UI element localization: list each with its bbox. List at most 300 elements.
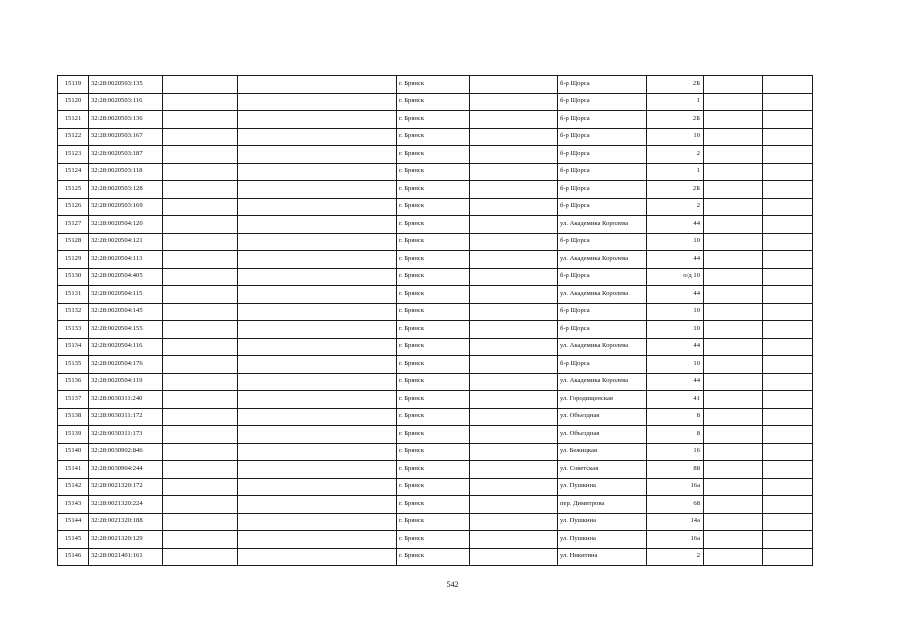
empty-cell — [704, 461, 763, 479]
city-cell: г. Брянск — [397, 111, 470, 129]
city-cell: г. Брянск — [397, 163, 470, 181]
city-cell: г. Брянск — [397, 286, 470, 304]
empty-cell — [763, 233, 813, 251]
cadastral-number-cell: 32:28:0030311:172 — [89, 408, 163, 426]
house-number-cell: 44 — [647, 373, 704, 391]
record-number-cell: 15127 — [58, 216, 89, 234]
empty-cell — [470, 93, 558, 111]
empty-cell — [163, 373, 238, 391]
empty-cell — [163, 461, 238, 479]
empty-cell — [238, 408, 397, 426]
table-row — [58, 338, 813, 356]
table-row — [58, 111, 813, 129]
empty-cell — [704, 496, 763, 514]
empty-cell — [470, 216, 558, 234]
table-row — [58, 128, 813, 146]
house-number-cell: 16а — [647, 478, 704, 496]
table-row — [58, 198, 813, 216]
city-cell: г. Брянск — [397, 198, 470, 216]
empty-cell — [163, 128, 238, 146]
street-cell: б-р Щорса — [558, 111, 647, 129]
empty-cell — [704, 181, 763, 199]
record-number-cell: 15140 — [58, 443, 89, 461]
house-number-cell: 10 — [647, 233, 704, 251]
table-row — [58, 181, 813, 199]
cadastral-number-cell: 32:28:0020504:121 — [89, 233, 163, 251]
table-row — [58, 391, 813, 409]
table-row — [58, 373, 813, 391]
street-cell: б-р Щорса — [558, 181, 647, 199]
empty-cell — [470, 478, 558, 496]
empty-cell — [238, 461, 397, 479]
street-cell: ул. Академика Королева — [558, 373, 647, 391]
table-row — [58, 303, 813, 321]
house-number-cell: 10 — [647, 356, 704, 374]
empty-cell — [704, 76, 763, 94]
empty-cell — [163, 146, 238, 164]
city-cell: г. Брянск — [397, 233, 470, 251]
record-number-cell: 15129 — [58, 251, 89, 269]
empty-cell — [238, 286, 397, 304]
cadastral-number-cell: 32:28:0030311:240 — [89, 391, 163, 409]
empty-cell — [763, 198, 813, 216]
empty-cell — [238, 443, 397, 461]
empty-cell — [238, 548, 397, 566]
empty-cell — [163, 478, 238, 496]
record-number-cell: 15137 — [58, 391, 89, 409]
empty-cell — [163, 443, 238, 461]
empty-cell — [470, 461, 558, 479]
empty-cell — [763, 373, 813, 391]
empty-cell — [470, 128, 558, 146]
record-number-cell: 15136 — [58, 373, 89, 391]
empty-cell — [163, 286, 238, 304]
cadastral-number-cell: 32:28:0020504:176 — [89, 356, 163, 374]
empty-cell — [704, 93, 763, 111]
cadastral-number-cell: 32:28:0020504:145 — [89, 303, 163, 321]
record-number-cell: 15131 — [58, 286, 89, 304]
empty-cell — [238, 531, 397, 549]
city-cell: г. Брянск — [397, 391, 470, 409]
record-number-cell: 15123 — [58, 146, 89, 164]
empty-cell — [763, 128, 813, 146]
empty-cell — [763, 321, 813, 339]
cadastral-number-cell: 32:28:0020504:155 — [89, 321, 163, 339]
record-number-cell: 15132 — [58, 303, 89, 321]
empty-cell — [704, 128, 763, 146]
street-cell: ул. Объездная — [558, 408, 647, 426]
city-cell: г. Брянск — [397, 373, 470, 391]
empty-cell — [238, 181, 397, 199]
record-number-cell: 15122 — [58, 128, 89, 146]
city-cell: г. Брянск — [397, 531, 470, 549]
street-cell: ул. Никитина — [558, 548, 647, 566]
cadastral-number-cell: 32:28:0020503:135 — [89, 76, 163, 94]
house-number-cell: о/д 10 — [647, 268, 704, 286]
empty-cell — [704, 356, 763, 374]
record-number-cell: 15139 — [58, 426, 89, 444]
house-number-cell: 1 — [647, 163, 704, 181]
empty-cell — [763, 216, 813, 234]
empty-cell — [163, 233, 238, 251]
empty-cell — [763, 268, 813, 286]
empty-cell — [163, 391, 238, 409]
empty-cell — [704, 513, 763, 531]
city-cell: г. Брянск — [397, 496, 470, 514]
table-row — [58, 251, 813, 269]
empty-cell — [238, 338, 397, 356]
empty-cell — [763, 181, 813, 199]
house-number-cell: 10 — [647, 303, 704, 321]
empty-cell — [163, 496, 238, 514]
record-number-cell: 15120 — [58, 93, 89, 111]
empty-cell — [470, 303, 558, 321]
record-number-cell: 15138 — [58, 408, 89, 426]
empty-cell — [163, 408, 238, 426]
empty-cell — [163, 356, 238, 374]
empty-cell — [763, 391, 813, 409]
record-number-cell: 15143 — [58, 496, 89, 514]
empty-cell — [163, 111, 238, 129]
empty-cell — [470, 356, 558, 374]
city-cell: г. Брянск — [397, 443, 470, 461]
house-number-cell: 10 — [647, 128, 704, 146]
cadastral-number-cell: 32:28:0021401:161 — [89, 548, 163, 566]
record-number-cell: 15142 — [58, 478, 89, 496]
record-number-cell: 15141 — [58, 461, 89, 479]
street-cell: ул. Городищенская — [558, 391, 647, 409]
house-number-cell: 8 — [647, 408, 704, 426]
empty-cell — [163, 426, 238, 444]
empty-cell — [763, 286, 813, 304]
cadastral-number-cell: 32:28:0020503:118 — [89, 163, 163, 181]
register-body — [58, 76, 813, 566]
empty-cell — [704, 251, 763, 269]
city-cell: г. Брянск — [397, 461, 470, 479]
empty-cell — [238, 111, 397, 129]
empty-cell — [163, 321, 238, 339]
page-number: 542 — [446, 580, 459, 589]
empty-cell — [238, 163, 397, 181]
empty-cell — [163, 198, 238, 216]
street-cell: б-р Щорса — [558, 233, 647, 251]
empty-cell — [238, 251, 397, 269]
empty-cell — [238, 356, 397, 374]
table-row — [58, 461, 813, 479]
empty-cell — [163, 531, 238, 549]
empty-cell — [470, 513, 558, 531]
city-cell: г. Брянск — [397, 408, 470, 426]
empty-cell — [763, 478, 813, 496]
empty-cell — [163, 548, 238, 566]
empty-cell — [163, 251, 238, 269]
empty-cell — [238, 391, 397, 409]
empty-cell — [238, 146, 397, 164]
empty-cell — [163, 216, 238, 234]
empty-cell — [470, 181, 558, 199]
street-cell: б-р Щорса — [558, 268, 647, 286]
empty-cell — [470, 233, 558, 251]
table-row — [58, 478, 813, 496]
empty-cell — [470, 146, 558, 164]
table-row — [58, 146, 813, 164]
record-number-cell: 15128 — [58, 233, 89, 251]
cadastral-number-cell: 32:28:0020503:167 — [89, 128, 163, 146]
cadastral-number-cell: 32:28:0020503:136 — [89, 111, 163, 129]
empty-cell — [470, 163, 558, 181]
city-cell: г. Брянск — [397, 216, 470, 234]
empty-cell — [470, 111, 558, 129]
cadastral-number-cell: 32:28:0021320:188 — [89, 513, 163, 531]
empty-cell — [704, 531, 763, 549]
city-cell: г. Брянск — [397, 76, 470, 94]
empty-cell — [238, 478, 397, 496]
house-number-cell: 44 — [647, 251, 704, 269]
empty-cell — [163, 338, 238, 356]
empty-cell — [763, 548, 813, 566]
empty-cell — [470, 531, 558, 549]
empty-cell — [238, 426, 397, 444]
empty-cell — [163, 76, 238, 94]
empty-cell — [763, 513, 813, 531]
empty-cell — [763, 93, 813, 111]
empty-cell — [704, 426, 763, 444]
street-cell: ул. Академика Королева — [558, 251, 647, 269]
empty-cell — [238, 496, 397, 514]
empty-cell — [163, 181, 238, 199]
table-row — [58, 513, 813, 531]
street-cell: ул. Академика Королева — [558, 216, 647, 234]
cadastral-number-cell: 32:28:0020503:187 — [89, 146, 163, 164]
cadastral-number-cell: 32:28:0020504:115 — [89, 286, 163, 304]
city-cell: г. Брянск — [397, 426, 470, 444]
empty-cell — [763, 338, 813, 356]
table-row — [58, 286, 813, 304]
street-cell: ул. Бежицкая — [558, 443, 647, 461]
street-cell: ул. Академика Королева — [558, 286, 647, 304]
empty-cell — [238, 233, 397, 251]
street-cell: ул. Академика Королева — [558, 338, 647, 356]
empty-cell — [704, 478, 763, 496]
cadastral-number-cell: 32:28:0020504:113 — [89, 251, 163, 269]
house-number-cell: 2 — [647, 198, 704, 216]
empty-cell — [704, 391, 763, 409]
empty-cell — [470, 373, 558, 391]
house-number-cell: 68 — [647, 496, 704, 514]
empty-cell — [763, 303, 813, 321]
empty-cell — [763, 146, 813, 164]
house-number-cell: 10 — [647, 321, 704, 339]
empty-cell — [163, 303, 238, 321]
cadastral-number-cell: 32:28:0030902:846 — [89, 443, 163, 461]
city-cell: г. Брянск — [397, 146, 470, 164]
street-cell: пер. Димитрова — [558, 496, 647, 514]
cadastral-number-cell: 32:28:0030904:244 — [89, 461, 163, 479]
empty-cell — [470, 338, 558, 356]
empty-cell — [470, 408, 558, 426]
record-number-cell: 15144 — [58, 513, 89, 531]
cadastral-number-cell: 32:28:0021320:129 — [89, 531, 163, 549]
empty-cell — [470, 548, 558, 566]
table-row — [58, 408, 813, 426]
empty-cell — [238, 93, 397, 111]
street-cell: б-р Щорса — [558, 321, 647, 339]
street-cell: б-р Щорса — [558, 76, 647, 94]
empty-cell — [704, 321, 763, 339]
cadastral-number-cell: 32:28:0020504:405 — [89, 268, 163, 286]
table-row — [58, 356, 813, 374]
city-cell: г. Брянск — [397, 251, 470, 269]
table-row — [58, 76, 813, 94]
street-cell: ул. Пушкина — [558, 531, 647, 549]
cadastral-number-cell: 32:28:0020503:116 — [89, 93, 163, 111]
house-number-cell: 2Б — [647, 111, 704, 129]
register-table — [57, 75, 813, 566]
empty-cell — [704, 163, 763, 181]
city-cell: г. Брянск — [397, 303, 470, 321]
empty-cell — [470, 251, 558, 269]
empty-cell — [704, 408, 763, 426]
table-row — [58, 548, 813, 566]
empty-cell — [238, 513, 397, 531]
record-number-cell: 15130 — [58, 268, 89, 286]
cadastral-number-cell: 32:28:0020503:169 — [89, 198, 163, 216]
street-cell: б-р Щорса — [558, 146, 647, 164]
empty-cell — [470, 286, 558, 304]
table-row — [58, 531, 813, 549]
city-cell: г. Брянск — [397, 128, 470, 146]
city-cell: г. Брянск — [397, 93, 470, 111]
empty-cell — [238, 216, 397, 234]
record-number-cell: 15121 — [58, 111, 89, 129]
table-row — [58, 443, 813, 461]
street-cell: ул. Пушкина — [558, 513, 647, 531]
empty-cell — [704, 111, 763, 129]
cadastral-number-cell: 32:28:0030311:173 — [89, 426, 163, 444]
record-number-cell: 15124 — [58, 163, 89, 181]
city-cell: г. Брянск — [397, 513, 470, 531]
empty-cell — [763, 76, 813, 94]
house-number-cell: 2 — [647, 548, 704, 566]
house-number-cell: 44 — [647, 216, 704, 234]
city-cell: г. Брянск — [397, 356, 470, 374]
cadastral-number-cell: 32:28:0020503:128 — [89, 181, 163, 199]
empty-cell — [238, 321, 397, 339]
street-cell: б-р Щорса — [558, 198, 647, 216]
record-number-cell: 15146 — [58, 548, 89, 566]
empty-cell — [163, 513, 238, 531]
record-number-cell: 15133 — [58, 321, 89, 339]
empty-cell — [470, 76, 558, 94]
house-number-cell: 41 — [647, 391, 704, 409]
record-number-cell: 15126 — [58, 198, 89, 216]
house-number-cell: 2Б — [647, 181, 704, 199]
table-row — [58, 268, 813, 286]
house-number-cell: 14а — [647, 513, 704, 531]
record-number-cell: 15145 — [58, 531, 89, 549]
table-row — [58, 496, 813, 514]
record-number-cell: 15119 — [58, 76, 89, 94]
empty-cell — [763, 496, 813, 514]
empty-cell — [163, 93, 238, 111]
empty-cell — [470, 321, 558, 339]
house-number-cell: 44 — [647, 286, 704, 304]
empty-cell — [704, 303, 763, 321]
house-number-cell: 2Б — [647, 76, 704, 94]
city-cell: г. Брянск — [397, 268, 470, 286]
house-number-cell: 8 — [647, 426, 704, 444]
city-cell: г. Брянск — [397, 338, 470, 356]
empty-cell — [704, 548, 763, 566]
empty-cell — [470, 443, 558, 461]
empty-cell — [763, 443, 813, 461]
empty-cell — [470, 391, 558, 409]
street-cell: б-р Щорса — [558, 356, 647, 374]
house-number-cell: 16 — [647, 443, 704, 461]
house-number-cell: 2 — [647, 146, 704, 164]
street-cell: ул. Пушкина — [558, 478, 647, 496]
empty-cell — [704, 443, 763, 461]
street-cell: б-р Щорса — [558, 303, 647, 321]
table-row — [58, 233, 813, 251]
street-cell: ул. Объездная — [558, 426, 647, 444]
table-row — [58, 216, 813, 234]
empty-cell — [163, 163, 238, 181]
empty-cell — [704, 268, 763, 286]
house-number-cell: 44 — [647, 338, 704, 356]
empty-cell — [763, 461, 813, 479]
record-number-cell: 15135 — [58, 356, 89, 374]
empty-cell — [763, 111, 813, 129]
city-cell: г. Брянск — [397, 548, 470, 566]
empty-cell — [470, 198, 558, 216]
empty-cell — [704, 286, 763, 304]
cadastral-number-cell: 32:28:0020504:120 — [89, 216, 163, 234]
empty-cell — [704, 338, 763, 356]
empty-cell — [704, 146, 763, 164]
empty-cell — [238, 373, 397, 391]
empty-cell — [763, 531, 813, 549]
cadastral-number-cell: 32:28:0020504:116 — [89, 338, 163, 356]
empty-cell — [763, 408, 813, 426]
city-cell: г. Брянск — [397, 478, 470, 496]
empty-cell — [470, 426, 558, 444]
street-cell: б-р Щорса — [558, 163, 647, 181]
empty-cell — [470, 268, 558, 286]
empty-cell — [238, 198, 397, 216]
empty-cell — [763, 356, 813, 374]
house-number-cell: 16а — [647, 531, 704, 549]
record-number-cell: 15134 — [58, 338, 89, 356]
city-cell: г. Брянск — [397, 321, 470, 339]
empty-cell — [238, 76, 397, 94]
cadastral-number-cell: 32:28:0021320:172 — [89, 478, 163, 496]
empty-cell — [238, 268, 397, 286]
empty-cell — [238, 128, 397, 146]
table-row — [58, 163, 813, 181]
empty-cell — [704, 216, 763, 234]
empty-cell — [763, 426, 813, 444]
record-number-cell: 15125 — [58, 181, 89, 199]
house-number-cell: 1 — [647, 93, 704, 111]
empty-cell — [704, 198, 763, 216]
empty-cell — [238, 303, 397, 321]
street-cell: б-р Щорса — [558, 93, 647, 111]
empty-cell — [163, 268, 238, 286]
city-cell: г. Брянск — [397, 181, 470, 199]
cadastral-number-cell: 32:28:0020504:119 — [89, 373, 163, 391]
cadastral-number-cell: 32:28:0021320:224 — [89, 496, 163, 514]
